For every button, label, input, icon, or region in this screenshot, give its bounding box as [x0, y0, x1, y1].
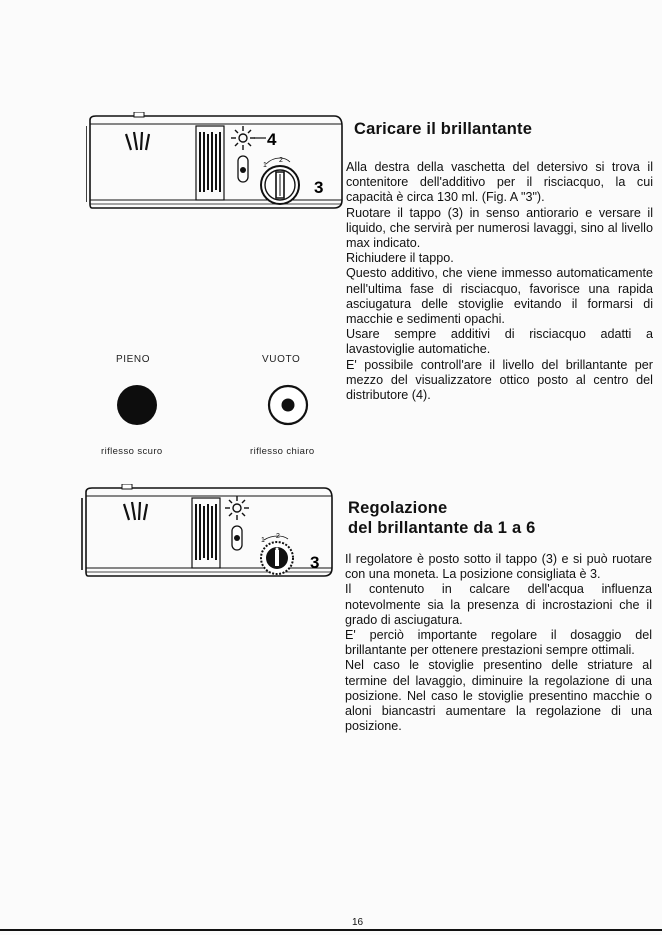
rinse-aid-dial	[261, 166, 299, 204]
full-indicator-dark	[115, 383, 159, 427]
empty-label: VUOTO	[262, 354, 301, 365]
figure-dispenser-top	[86, 112, 348, 222]
rinse-aid-sun-icon	[225, 496, 249, 520]
paragraph: Ruotare il tappo (3) in senso antiorario e versare il liquido, che servirà per numerosi lavaggi, sino al livello max indicato.	[346, 205, 653, 251]
paragraph: Alla destra della vaschetta del detersivo si trova il contenitore dell'additivo per il risciacquo, la cui capacità è circa 130 ml. (Fig. A "3").	[346, 160, 653, 205]
page-number: 16	[352, 917, 364, 928]
empty-caption: riflesso chiaro	[250, 446, 315, 457]
paragraph: Il regolatore è posto sotto il tappo (3) e si può ruotare con una moneta. La posizione consigliata è 3.	[345, 552, 652, 582]
regulator-dial	[261, 542, 293, 574]
rinse-aid-sun-icon	[231, 126, 255, 150]
callout-4: 4	[267, 130, 277, 149]
paragraph: E' possibile controll'are il livello del brillantante per mezzo del visualizzatore ottico posto al centro del distributore (4).	[346, 357, 653, 403]
paragraph: E' perciò importante regolare il dosaggio del brillantante per ottenere prestazioni sempre ottimali.	[345, 628, 652, 658]
section1-body	[346, 160, 653, 403]
svg-text:2: 2	[279, 157, 283, 164]
svg-text:1: 1	[261, 537, 265, 544]
paragraph: Nel caso le stoviglie presentino delle striature al termine del lavaggio, diminuire la regolazione di una posizione. Nel caso le stoviglie presentino macchie o aloni biancastri aumentare la regolazione di una posizione.	[345, 658, 652, 734]
section-title-loading: Caricare il brillantante	[354, 120, 533, 138]
heading-line: del brillantante da 1 a 6	[348, 519, 536, 537]
paragraph: Il contenuto in calcare dell'acqua influenza notevolmente sia la presenza di incrostazioni che il grado di asciugatura.	[345, 582, 652, 627]
full-caption: riflesso scuro	[101, 446, 163, 457]
callout-3: 3	[314, 178, 324, 197]
page-bottom-rule	[0, 929, 662, 931]
figure-dispenser-regulator	[80, 484, 342, 588]
section2-body	[345, 552, 652, 734]
empty-indicator-light	[266, 383, 310, 427]
paragraph: Usare sempre additivi di risciacquo adatti a lavastoviglie automatiche.	[346, 327, 653, 357]
svg-text:1: 1	[263, 162, 267, 169]
heading-line: Regolazione	[348, 499, 448, 517]
section-title-regulation	[348, 498, 648, 538]
svg-text:2: 2	[276, 533, 280, 540]
paragraph: Questo additivo, che viene immesso automaticamente nell'ultima fase di risciacquo, favorisce una rapida asciugatura delle stoviglie evitando il formarsi di macchie e sedimenti opachi.	[346, 266, 653, 327]
callout-3: 3	[310, 553, 320, 572]
full-label: PIENO	[116, 354, 151, 365]
paragraph: Richiudere il tappo.	[346, 251, 454, 266]
